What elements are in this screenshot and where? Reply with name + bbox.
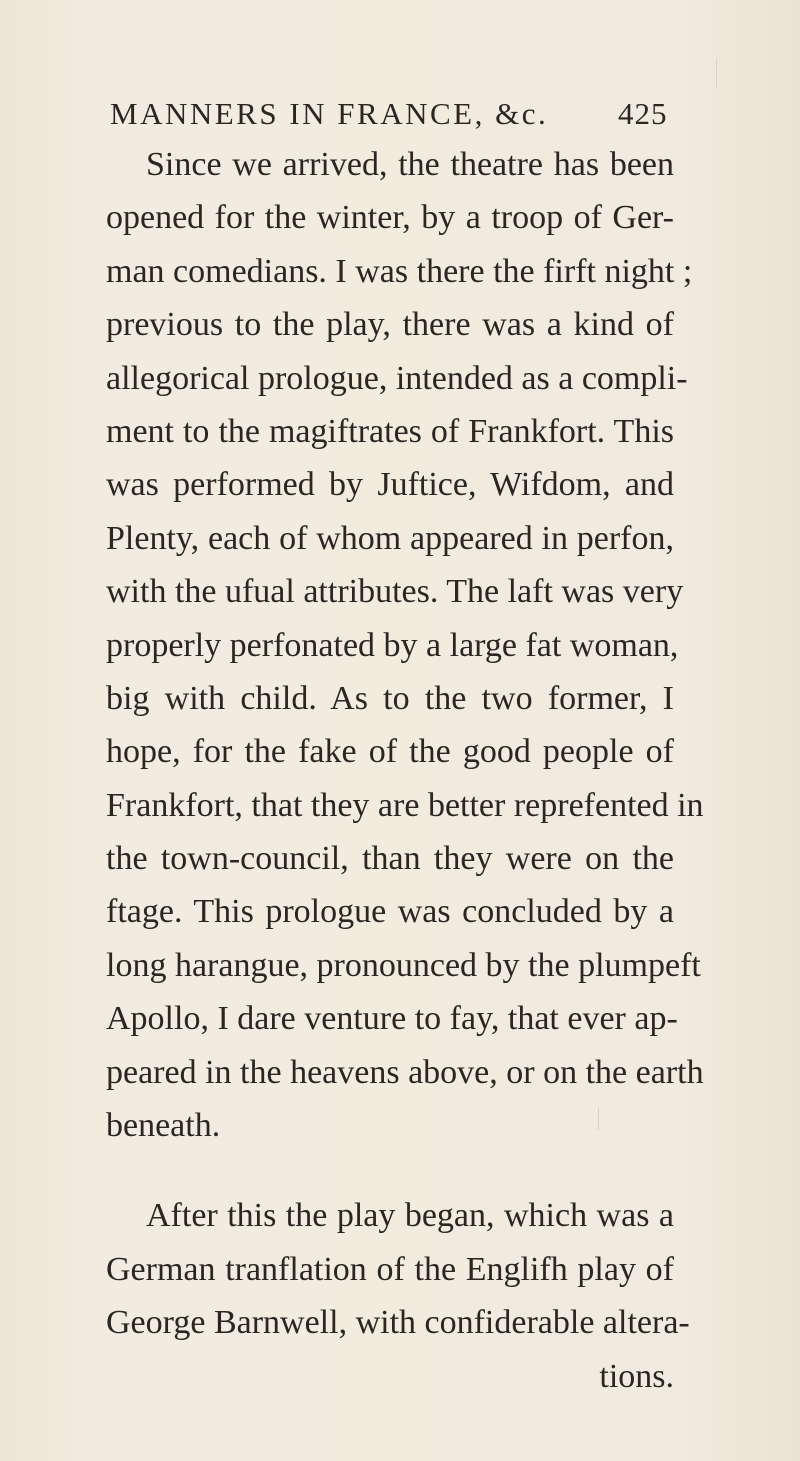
text-line: with the ufual attributes. The laft was very bbox=[106, 573, 684, 611]
text-line: German tranflation of the Englifh play of bbox=[106, 1250, 674, 1288]
text-line: the town-council, than they were on the bbox=[106, 840, 674, 878]
paragraph bbox=[106, 1189, 690, 1403]
text-line: Since we arrived, the theatre has been bbox=[146, 146, 674, 183]
text-line: ment to the magiftrates of Frankfort. This bbox=[106, 412, 674, 450]
text-line: opened for the winter, by a troop of Ger- bbox=[106, 199, 674, 237]
text-line: hope, for the fake of the good people of bbox=[106, 733, 674, 771]
paragraph-gap bbox=[106, 1152, 674, 1189]
text-line: was performed by Juftice, Wifdom, and bbox=[106, 466, 674, 504]
body-text bbox=[106, 138, 704, 1403]
text-line: peared in the heavens above, or on the earth bbox=[106, 1053, 704, 1091]
running-head-title: MANNERS IN FRANCE, &c. bbox=[110, 96, 549, 131]
text-line: Plenty, each of whom appeared in perfon, bbox=[106, 519, 674, 557]
text-line: allegorical prologue, intended as a compli- bbox=[106, 359, 688, 397]
paper-speck bbox=[598, 1108, 599, 1130]
text-line: long harangue, pronounced by the plumpeft bbox=[106, 946, 701, 984]
text-line: man comedians. I was there the firft night ; bbox=[106, 252, 693, 290]
text-line: tions. bbox=[599, 1357, 674, 1395]
text-line: properly perfonated by a large fat woman, bbox=[106, 626, 679, 664]
text-line: George Barnwell, with confiderable altera- bbox=[106, 1304, 690, 1342]
text-line: previous to the play, there was a kind of bbox=[106, 306, 674, 344]
paragraph bbox=[106, 138, 704, 1152]
running-head bbox=[110, 92, 710, 136]
text-line: After this the play began, which was a bbox=[146, 1197, 674, 1235]
text-line: ftage. This prologue was concluded by a bbox=[106, 893, 674, 931]
text-line: beneath. bbox=[106, 1107, 221, 1145]
text-line: big with child. As to the two former, I bbox=[106, 679, 674, 717]
text-line: Frankfort, that they are better reprefented in bbox=[106, 786, 704, 824]
page-number: 425 bbox=[618, 96, 668, 131]
text-line: Apollo, I dare venture to fay, that ever ap- bbox=[106, 1000, 678, 1038]
paper-speck bbox=[716, 58, 717, 88]
